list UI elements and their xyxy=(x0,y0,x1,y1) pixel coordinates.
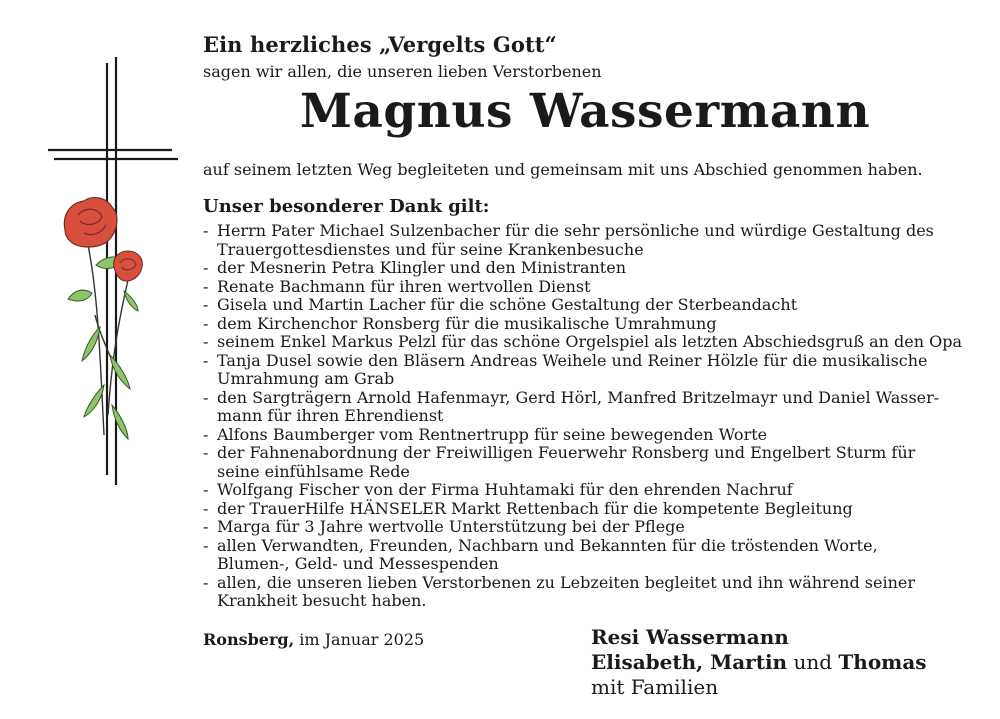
header-subtitle: sagen wir allen, die unseren lieben Verstorbenen xyxy=(203,62,602,81)
signer-and: und xyxy=(793,650,833,674)
deceased-name: Magnus Wassermann xyxy=(299,84,871,139)
thanks-item-line: der Mesnerin Petra Klingler und den Ministranten xyxy=(217,258,627,277)
thanks-item-line: mann für ihren Ehrendienst xyxy=(217,406,444,425)
signer-line-1: Resi Wassermann xyxy=(591,625,789,649)
signers xyxy=(591,625,927,700)
thanks-item-line: Trauergottesdienstes und für seine Krankenbesuche xyxy=(217,239,644,259)
signer-line-2 xyxy=(591,650,927,675)
dash-bullet: - xyxy=(203,276,209,296)
thanks-item xyxy=(203,315,973,334)
thanks-item xyxy=(203,500,973,519)
signer-names-b: Thomas xyxy=(838,650,927,674)
thanks-item-line: Marga für 3 Jahre wertvolle Unterstützung bei der Pflege xyxy=(217,517,685,536)
dash-bullet: - xyxy=(203,258,209,277)
thanks-item-line: Gisela und Martin Lacher für die schöne Gestaltung der Sterbeandacht xyxy=(217,295,798,314)
thanks-item-line: Umrahmung am Grab xyxy=(217,369,395,388)
thanks-item xyxy=(203,333,973,352)
thanks-item-line: allen, die unseren lieben Verstorbenen zu Lebzeiten begleitet und ihn während seiner xyxy=(217,572,916,592)
thanks-item xyxy=(203,352,973,389)
thanks-item xyxy=(203,426,973,445)
thanks-item xyxy=(203,278,973,297)
dash-bullet: - xyxy=(203,517,209,536)
thanks-item xyxy=(203,574,973,611)
cross-with-roses-illustration xyxy=(40,55,190,495)
dash-bullet: - xyxy=(203,221,209,240)
thanks-item xyxy=(203,222,973,259)
thanks-item-line: Krankheit besucht haben. xyxy=(217,591,427,610)
thanks-item-line: der Fahnenabordnung der Freiwilligen Feuerwehr Ronsberg und Engelbert Sturm für xyxy=(217,443,916,462)
thanks-item-line: Herrn Pater Michael Sulzenbacher für die sehr persönliche und würdige Gestaltung des xyxy=(217,221,934,240)
dash-bullet: - xyxy=(203,443,209,462)
signer-line-3: mit Familien xyxy=(591,675,719,699)
dash-bullet: - xyxy=(203,295,209,314)
header-title: Ein herzliches „Vergelts Gott“ xyxy=(203,32,557,57)
thanks-item-line: allen Verwandten, Freunden, Nachbarn und Bekannten für die tröstenden Worte, xyxy=(217,535,878,555)
thanks-item xyxy=(203,481,973,500)
thanks-item-line: der TrauerHilfe HÄNSELER Markt Rettenbach für die kompetente Begleitung xyxy=(217,498,853,518)
thanks-item-line: Tanja Dusel sowie den Bläsern Andreas Weihele und Reiner Hölzle für die musikalische xyxy=(217,350,928,370)
date: im Januar 2025 xyxy=(299,630,425,649)
thanks-item xyxy=(203,444,973,481)
rose-icon xyxy=(64,198,117,247)
thanks-item-line: Wolfgang Fischer von der Firma Huhtamaki für den ehrenden Nachruf xyxy=(217,480,793,499)
thanks-item xyxy=(203,259,973,278)
thanks-item xyxy=(203,389,973,426)
thanks-item xyxy=(203,518,973,537)
thanks-item-line: dem Kirchenchor Ronsberg für die musikalische Umrahmung xyxy=(217,313,717,333)
rose-icon xyxy=(114,251,143,281)
dash-bullet: - xyxy=(203,572,209,592)
thanks-item-line: seine einfühlsame Rede xyxy=(217,461,410,481)
place: Ronsberg, xyxy=(203,630,295,649)
thanks-item xyxy=(203,537,973,574)
dash-bullet: - xyxy=(203,498,209,518)
dash-bullet: - xyxy=(203,387,209,407)
dash-bullet: - xyxy=(203,332,209,351)
thanks-item-line: Alfons Baumberger vom Rentnertrupp für seine bewegenden Worte xyxy=(217,424,768,444)
thanks-item-line: den Sargträgern Arnold Hafenmayr, Gerd Hörl, Manfred Britzelmayr und Daniel Wasser- xyxy=(217,387,940,407)
thanks-item-line: Renate Bachmann für ihren wertvollen Dienst xyxy=(217,276,591,296)
cross-icon xyxy=(48,57,178,485)
thanks-item xyxy=(203,296,973,315)
thanks-item-line: seinem Enkel Markus Pelzl für das schöne Orgelspiel als letzten Abschiedsgruß an den Opa xyxy=(217,332,963,351)
dash-bullet: - xyxy=(203,535,209,555)
dash-bullet: - xyxy=(203,313,209,333)
place-date xyxy=(203,630,424,649)
signer-names-a: Elisabeth, Martin xyxy=(591,650,788,674)
farewell-sentence: auf seinem letzten Weg begleiteten und gemeinsam mit uns Abschied genommen haben. xyxy=(203,160,923,179)
thanks-heading: Unser besonderer Dank gilt: xyxy=(203,196,490,217)
dash-bullet: - xyxy=(203,480,209,499)
dash-bullet: - xyxy=(203,424,209,444)
thanks-list xyxy=(203,222,973,611)
thanks-item-line: Blumen-, Geld- und Messespenden xyxy=(217,554,499,573)
dash-bullet: - xyxy=(203,350,209,370)
